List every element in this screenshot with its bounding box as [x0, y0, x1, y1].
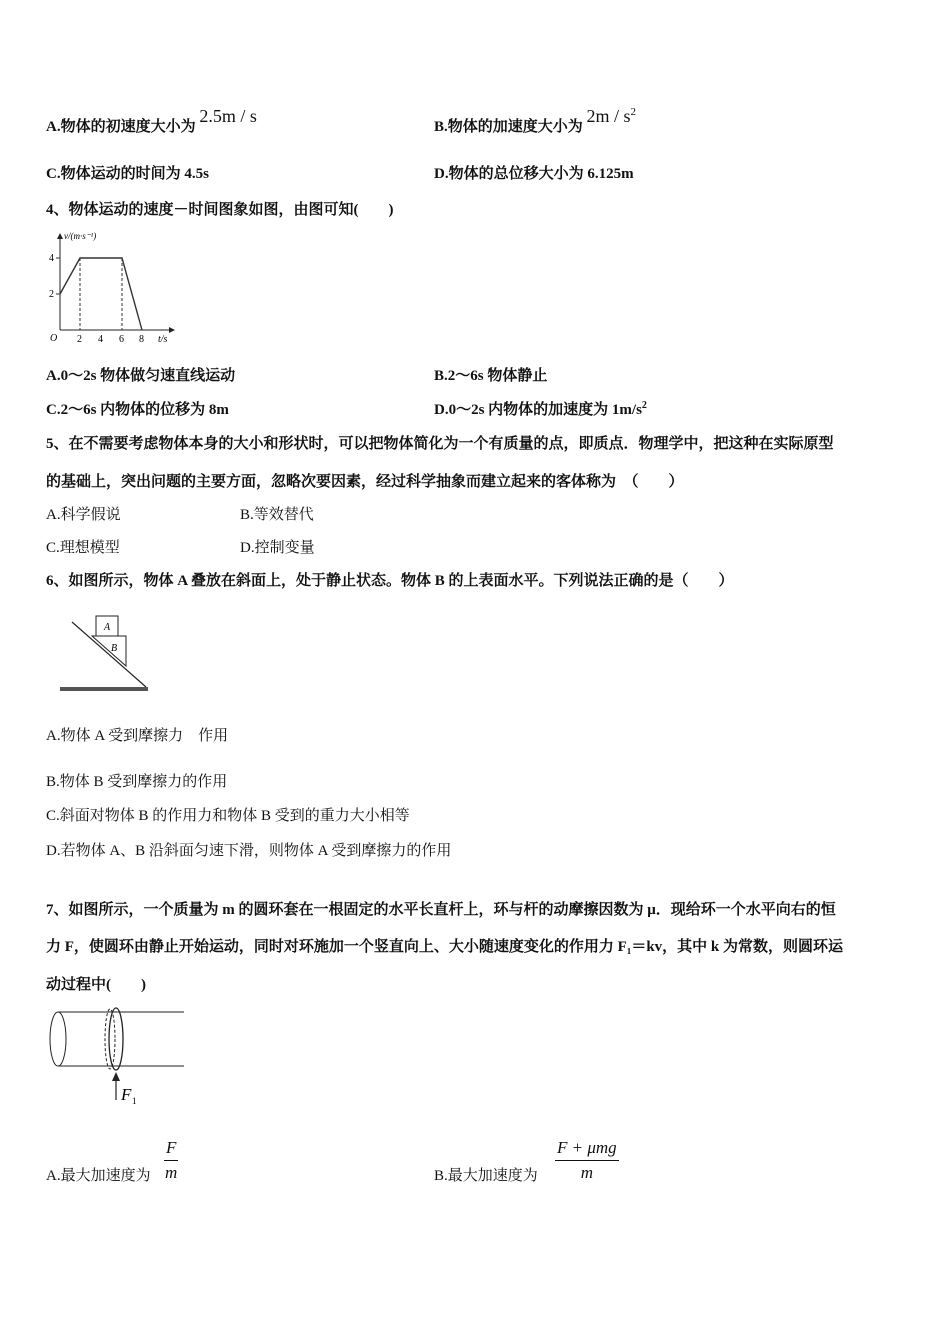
- q7-option-a-numerator: F: [164, 1138, 178, 1161]
- q6-block-b: [92, 636, 126, 666]
- q7-option-b-numerator: F + μmg: [555, 1138, 619, 1161]
- q4-option-a: A.0～2s 物体做匀速直线运动: [46, 368, 236, 384]
- q3-option-a-value: 2.5m / s: [199, 106, 257, 126]
- q5-option-c: C.理想模型: [46, 540, 120, 556]
- q7-option-b-fraction: [555, 1138, 619, 1183]
- q3-option-b-exponent: 2: [630, 106, 637, 118]
- q7-option-a: [46, 1164, 151, 1185]
- q7-stem-line-3: 动过程中( ): [46, 977, 146, 993]
- q6-option-a: A.物体 A 受到摩擦力 作用: [46, 728, 229, 744]
- q3-option-b-text: B.物体的加速度大小为: [434, 119, 583, 135]
- q4-y-axis-label: v/(m·s⁻¹): [64, 231, 97, 241]
- q7-rod-end: [50, 1012, 66, 1066]
- q4-origin-label: O: [50, 333, 58, 344]
- q7-option-a-denominator: m: [165, 1163, 178, 1182]
- q4-x-tick-4: 4: [98, 334, 103, 345]
- q4-x-tick-2: 2: [77, 334, 82, 345]
- q3-option-d: D.物体的总位移大小为 6.125m: [434, 166, 634, 182]
- q6-option-c: C.斜面对物体 B 的作用力和物体 B 受到的重力大小相等: [46, 808, 410, 824]
- q4-option-d-text: D.0～2s 内物体的加速度为 1m/s: [434, 402, 642, 418]
- q3-option-b-value: 2m / s: [586, 106, 631, 126]
- q7-option-b: [434, 1164, 538, 1185]
- q6-stem: 6、如图所示，物体 A 叠放在斜面上，处于静止状态。物体 B 的上表面水平。下列说法正确的是（ ）: [46, 573, 734, 589]
- q7-option-b-denominator: m: [580, 1163, 593, 1182]
- q5-stem-line-1: 5、在不需要考虑物体本身的大小和形状时，可以把物体简化为一个有质量的点，即质点．物理学中，把这种在实际原型: [46, 436, 834, 452]
- q4-x-tick-6: 6: [119, 334, 124, 345]
- q3-option-a: [46, 106, 257, 136]
- q6-option-d: D.若物体 A、B 沿斜面匀速下滑，则物体 A 受到摩擦力的作用: [46, 843, 452, 859]
- q4-y-tick-2: 2: [49, 289, 54, 300]
- q7-option-a-text: A.最大加速度为: [46, 1168, 151, 1184]
- q7-option-b-text: B.最大加速度为: [434, 1168, 538, 1184]
- q4-option-d: [434, 398, 647, 419]
- q7-stem-line-2: 力 F，使圆环由静止开始运动，同时对环施加一个竖直向上、大小随速度变化的作用力 F₁＝kv，其中 k 为常数，则圆环运: [46, 939, 844, 955]
- q4-option-c: C.2～6s 内物体的位移为 8m: [46, 402, 229, 418]
- q4-stem: 4、物体运动的速度－时间图象如图，由图可知( ): [46, 202, 394, 218]
- q4-y-tick-4: 4: [49, 253, 54, 264]
- q4-velocity-line: [60, 258, 142, 330]
- q6-label-a: A: [104, 622, 111, 633]
- q6-label-b: B: [111, 643, 118, 654]
- q7-option-a-fraction: [164, 1138, 178, 1183]
- q4-option-d-exponent: 2: [641, 400, 647, 411]
- q7-ring-front: [109, 1008, 123, 1070]
- q6-incline-diagram: [58, 610, 158, 700]
- q7-force-arrowhead: [112, 1072, 120, 1081]
- q5-option-a: A.科学假说: [46, 507, 121, 523]
- q4-x-axis-label: t/s: [158, 334, 168, 345]
- q7-ring-back: [105, 1009, 115, 1069]
- q6-ground: [60, 687, 148, 691]
- q4-x-tick-8: 8: [139, 334, 144, 345]
- q7-rod-ring-diagram: [46, 1005, 196, 1110]
- q3-option-a-text: A.物体的初速度大小为: [46, 119, 196, 135]
- q7-stem-line-1: 7、如图所示，一个质量为 m 的圆环套在一根固定的水平长直杆上，环与杆的动摩擦因数为 μ．现给环一个水平向右的恒: [46, 902, 836, 918]
- q4-option-b: B.2～6s 物体静止: [434, 368, 548, 384]
- q5-option-d: D.控制变量: [240, 540, 315, 556]
- q5-option-b: B.等效替代: [240, 507, 314, 523]
- q7-force-subscript: 1: [132, 1096, 137, 1106]
- q4-velocity-time-graph: [46, 228, 186, 348]
- q7-force-label: F: [121, 1085, 132, 1104]
- q3-option-c: C.物体运动的时间为 4.5s: [46, 166, 209, 182]
- q3-option-b: [434, 106, 637, 136]
- q6-option-b: B.物体 B 受到摩擦力的作用: [46, 774, 228, 790]
- q5-stem-line-2: 的基础上，突出问题的主要方面，忽略次要因素，经过科学抽象而建立起来的客体称为 （ ）: [46, 474, 684, 490]
